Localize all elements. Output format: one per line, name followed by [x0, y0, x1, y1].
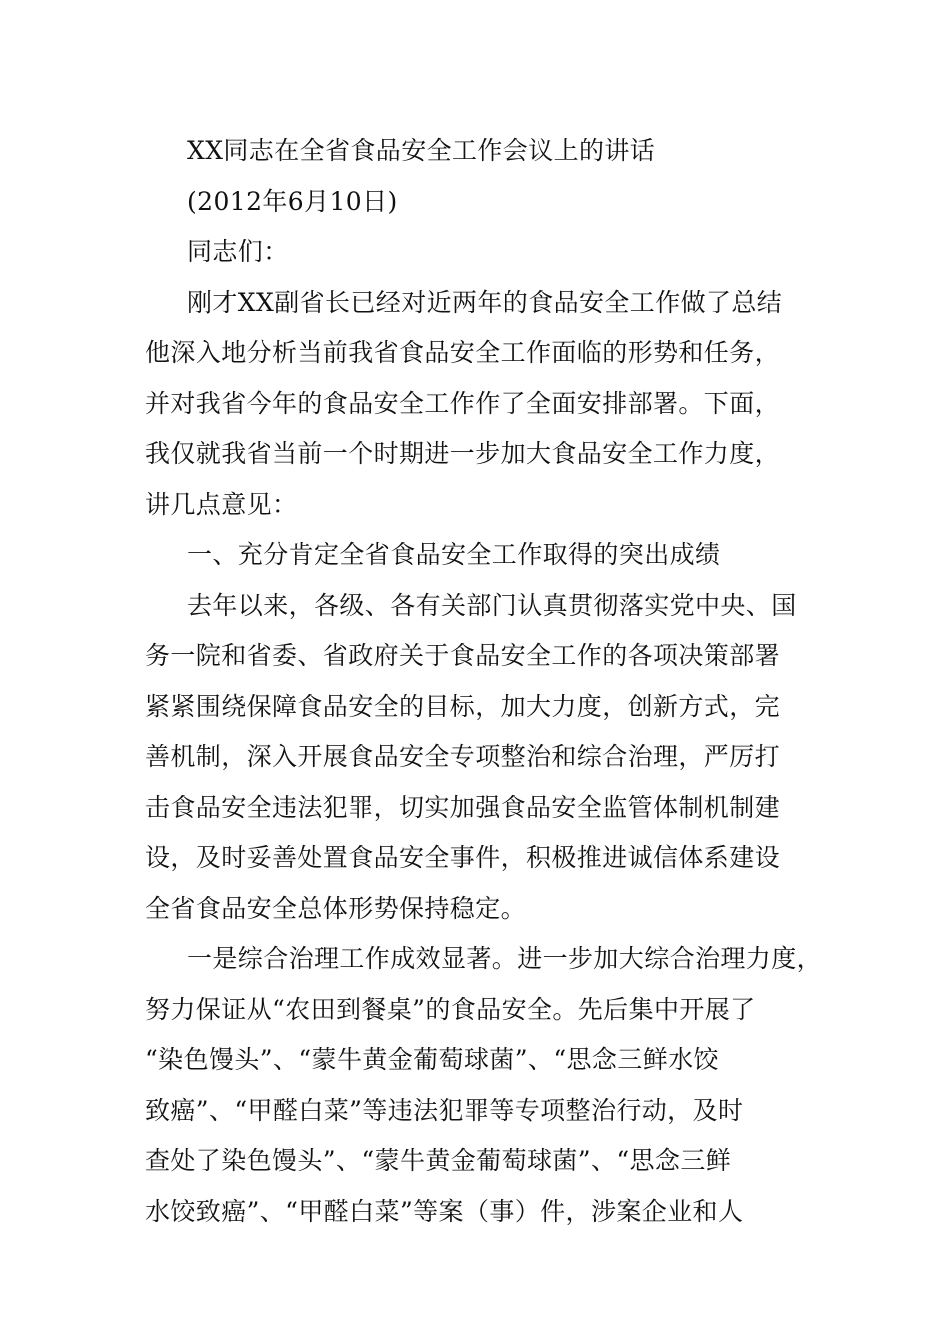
- text-line: 去年以来，各级、各有关部门认真贯彻落实党中央、国: [187, 590, 797, 620]
- text-line: 并对我省今年的食品安全工作作了全面安排部署。下面，: [145, 388, 781, 418]
- document-date: (2012年6月10日): [187, 186, 398, 216]
- text-line: 设，及时妥善处置食品安全事件，积极推进诚信体系建设: [145, 843, 781, 872]
- text-line: 一、充分肯定全省食品安全工作取得的突出成绩: [187, 540, 721, 569]
- text-line: 善机制，深入开展食品安全专项整治和综合治理，严厉打: [145, 742, 781, 771]
- document-title: XX同志在全省食品安全工作会议上的讲话: [187, 136, 656, 165]
- text-line: 致癌”、“甲醛白菜”等违法犯罪等专项整治行动，及时: [145, 1095, 744, 1125]
- salutation: 同志们：: [187, 237, 289, 266]
- body-lines: [145, 278, 823, 1238]
- text-line: 刚才XX副省长已经对近两年的食品安全工作做了总结: [187, 287, 783, 317]
- text-line: 水饺致癌”、“甲醛白菜”等案（事）件，涉案企业和人: [145, 1196, 744, 1226]
- text-line: 努力保证从“农田到餐桌”的食品安全。先后集中开展了: [145, 994, 756, 1024]
- text-line: 讲几点意见：: [145, 489, 298, 519]
- text-line: 他深入地分析当前我省食品安全工作面临的形势和任务，: [145, 338, 781, 367]
- text-line: 务一院和省委、省政府关于食品安全工作的各项决策部署: [145, 641, 781, 670]
- text-line: 一是综合治理工作成效显著。进一步加大综合治理力度，: [187, 944, 823, 973]
- text-line: “染色馒头”、“蒙牛黄金葡萄球菌”、“思念三鲜水饺: [145, 1045, 719, 1074]
- text-line: 查处了染色馒头”、“蒙牛黄金葡萄球菌”、“思念三鲜: [145, 1146, 732, 1175]
- text-line: 紧紧围绕保障食品安全的目标，加大力度，创新方式，完: [145, 691, 781, 721]
- text-line: 击食品安全违法犯罪，切实加强食品安全监管体制机制建: [145, 792, 781, 822]
- text-line: 全省食品安全总体形势保持稳定。: [145, 893, 527, 923]
- text-line: 我仅就我省当前一个时期进一步加大食品安全工作力度，: [145, 439, 781, 468]
- document-body: [145, 126, 823, 1237]
